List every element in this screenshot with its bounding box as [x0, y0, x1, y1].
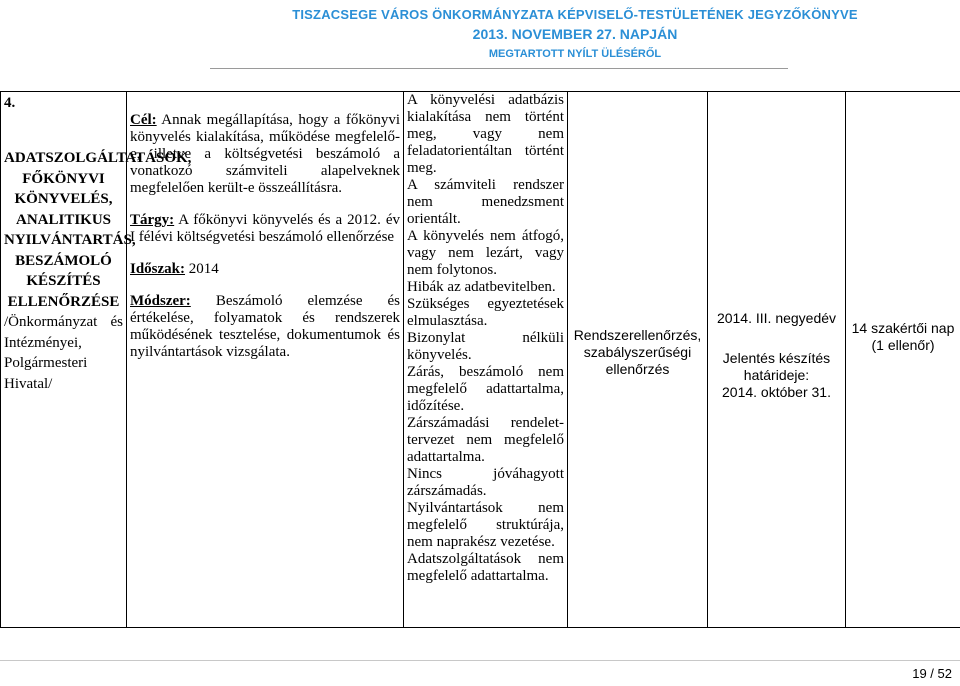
- period-paragraph: [130, 261, 400, 278]
- footer-divider: [0, 660, 960, 661]
- resources-cell: [846, 92, 960, 628]
- row-number: 4.: [4, 95, 16, 111]
- risk-item: Bizonylat nélküli könyvelés.: [407, 330, 564, 363]
- risk-item: A könyvelés nem átfogó, vagy nem lezárt, vagy nem folytonos.: [407, 228, 564, 278]
- subject-paragraph: [130, 212, 400, 246]
- audit-type: Rendszerellenőrzés, szabályszerűségi ellenőrzés: [573, 327, 702, 377]
- risk-item: A számviteli rendszer nem menedzsment orientált.: [407, 177, 564, 227]
- risk-item: Zárás, beszámoló nem megfelelő adattartalma, időzítése.: [407, 364, 564, 414]
- header-subtitle: MEGTARTOTT NYÍLT ÜLÉSÉRŐL: [488, 47, 662, 60]
- audit-resources: 14 szakértői nap (1 ellenőr): [851, 320, 955, 353]
- period-label: Időszak:: [130, 261, 186, 277]
- objective-cell: [127, 92, 404, 628]
- audit-area-scope: /Önkormányzat és Intézményei, Polgármesteri Hivatal/: [4, 314, 123, 392]
- risk-item: Hibák az adatbevitelben.: [407, 279, 556, 295]
- risk-list: [407, 92, 564, 585]
- objective-text: Annak megállapítása, hogy a főkönyvi könyvelés kialakítása, működése megfelelő-e, illetve a költségvetési beszámoló a vonatkozó számviteli alapelveknek megfelelően került-e összeállításra.: [130, 112, 400, 196]
- header-divider: [210, 68, 788, 69]
- report-deadline-label: Jelentés készítés határideje:: [722, 350, 831, 383]
- risks-cell: [404, 92, 568, 628]
- risk-item: Nincs jóváhagyott zárszámadás.: [407, 466, 564, 499]
- document-header: [190, 0, 960, 62]
- report-deadline-date: 2014. október 31.: [722, 384, 831, 400]
- audit-area-title: ADATSZOLGÁLTATÁSOK, FŐKÖNYVI KÖNYVELÉS, ANALITIKUS NYILVÁNTARTÁS, BESZÁMOLÓ KÉSZÍTÉS ELLENŐRZÉSE: [4, 150, 192, 310]
- table-row: [1, 92, 960, 628]
- period-text: 2014: [185, 261, 219, 277]
- objective-label: Cél:: [130, 112, 157, 128]
- method-text: Beszámoló elemzése és értékelése, folyamatok és rendszerek működésének tesztelése, dokumentumok és nyilvántartások vizsgálata.: [130, 293, 400, 360]
- risk-item: A könyvelési adatbázis kialakítása nem történt meg, vagy nem feladatorientáltan történt meg.: [407, 92, 564, 176]
- risk-item: Zárszámadási rendelet-tervezet nem megfelelő adattartalma.: [407, 415, 564, 465]
- risk-item: Nyilvántartások nem megfelelő struktúrája, nem naprakész vezetése.: [407, 500, 564, 550]
- objective-paragraph: [130, 112, 400, 197]
- risk-item: Adatszolgáltatások nem megfelelő adattartalma.: [407, 551, 564, 584]
- method-label: Módszer:: [130, 293, 191, 309]
- schedule-cell: [708, 92, 846, 628]
- subject-text: A főkönyvi könyvelés és a 2012. év I félévi költségvetési beszámoló ellenőrzése: [130, 212, 400, 245]
- audit-type-cell: [568, 92, 708, 628]
- risk-item: Szükséges egyeztetések elmulasztása.: [407, 296, 564, 329]
- header-date: 2013. NOVEMBER 27. NAPJÁN: [472, 26, 678, 43]
- audit-plan-table: [0, 91, 960, 628]
- audit-schedule: 2014. III. negyedév: [716, 310, 837, 326]
- method-paragraph: [130, 293, 400, 361]
- subject-label: Tárgy:: [130, 212, 175, 228]
- header-title: TISZACSEGE VÁROS ÖNKORMÁNYZATA KÉPVISELŐ-TESTÜLETÉNEK JEGYZŐKÖNYVE: [292, 7, 858, 22]
- page-number: 19 / 52: [912, 666, 952, 681]
